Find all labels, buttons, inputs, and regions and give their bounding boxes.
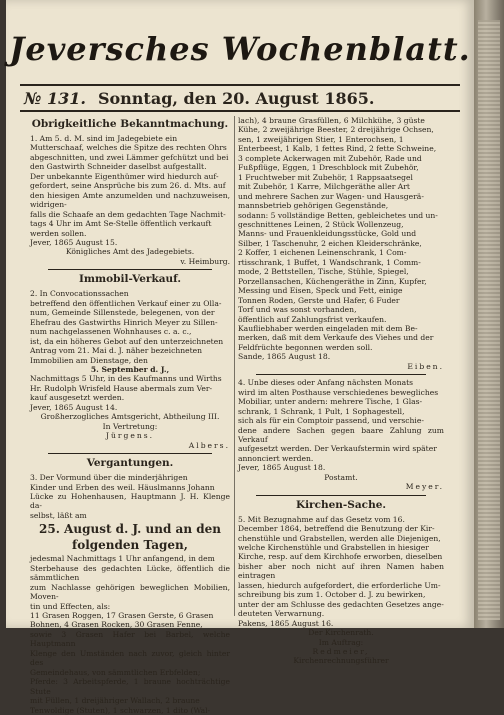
section-church-authority: Der Kirchenrath. — [308, 628, 374, 638]
text-line: Manns- und Frauenkleidungsstücke, Gold und — [238, 229, 417, 239]
text-line: 2. In Convocationssachen — [30, 289, 129, 299]
section-auction-body2 — [30, 554, 230, 715]
text-line: tin und Effecten, als: — [30, 601, 111, 611]
text-line: bisher aber noch nicht auf ihren Namen haben eintragen — [238, 561, 444, 581]
text-line: betreffend den öffentlichen Verkauf einer zu Olla- — [30, 298, 222, 308]
text-line: geschnittenes Leinen, 2 Stück Wollenzeug, — [238, 219, 404, 229]
text-line: Immobilien am Dienstage, den — [30, 355, 148, 365]
auction-place: Sande, 1865 August 18. — [238, 352, 331, 362]
text-line: Bohnen, 4 Grasen Rocken, 30 Grasen Fenne, — [30, 620, 203, 630]
text-line: den Gastwirth Schneider daselbst aufgestallt. — [30, 162, 207, 172]
text-line: falls die Schaafe an dem gedachten Tage Nachmit- — [30, 209, 226, 219]
section-church-signature: Redmeier, — [312, 647, 370, 657]
section-immobil-date: 5. September d. J., — [90, 364, 170, 374]
text-line: Fußpflüge, Eggen, 1 Dreschblock mit Zubehör, — [238, 163, 419, 173]
text-line: 3 complete Ackerwagen mit Zubehör, Rade und — [238, 153, 422, 163]
text-line: Silber, 1 Taschenuhr, 2 eichen Kleiderschränke, — [238, 238, 422, 248]
text-line: 4. Unbe dieses oder Anfang nächsten Monats — [238, 378, 414, 388]
divider-rule — [48, 453, 212, 454]
section-auction-date2: folgenden Tagen, — [72, 538, 188, 553]
text-line: lassen, hiedurch aufgefordert, die erforderliche Um- — [238, 580, 441, 590]
text-line: num, Gemeinde Sillenstede, belegenen, von der — [30, 308, 215, 318]
text-line: lach), 4 braune Grasfüllen, 6 Milchkühe, 3 güste — [238, 116, 425, 125]
section-official-signature: v. Heimburg. — [180, 256, 230, 266]
text-line: sowie 3 Grasen Hafer bei Barbel, welche Hauptmann — [30, 629, 230, 649]
newspaper-page — [6, 0, 474, 715]
post-office-signature: Meyer. — [405, 482, 444, 492]
section-immobil-sign1: In Vertretung: — [102, 421, 158, 431]
column-divider — [234, 116, 235, 616]
section-immobil-body2 — [30, 374, 230, 402]
text-line: mannsbetrieb gehörigen Gegenstände, — [238, 201, 389, 211]
text-line: 2 Koffer, 1 eichenen Leinenschrank, 1 Com- — [238, 248, 407, 258]
text-line: öffentlich auf Zahlungsfrist verkaufen. — [238, 314, 387, 324]
section-immobil-heading: Immobil-Verkauf. — [79, 273, 181, 286]
masthead: Jeversches Wochenblatt. — [9, 30, 471, 68]
text-line: Ehefrau des Gastwirths Hinrich Meyer zu Sillen- — [30, 317, 218, 327]
text-line: 1 Fruchtweber mit Zubehör, 1 Rappsaatsegel — [238, 172, 413, 182]
text-line: Nachmittags 5 Uhr, in des Kaufmanns und Wirths — [30, 374, 222, 384]
text-line: annonciert werden. — [238, 453, 314, 463]
right-column — [238, 116, 444, 666]
text-line: num nachgelassenen Wohnhauses c. a. c., — [30, 327, 192, 337]
text-line: December 1864, betreffend die Benutzung der Kir- — [238, 524, 435, 534]
text-line: Torf und was sonst vorhanden, — [238, 305, 357, 315]
text-line: unter der am Schlusse des gedachten Gesetzes ange- — [238, 599, 444, 609]
text-line: sodann: 5 vollständige Betten, gebleichetes und un- — [238, 210, 438, 220]
text-line: deuteten Verwarnung. — [238, 609, 325, 619]
text-line: schreibung bis zum 1. October d. J. zu bewirken, — [238, 590, 426, 600]
text-line: und mehrere Sachen zur Wagen- und Hausgerä- — [238, 191, 424, 201]
text-line: Feldfrüchte begonnen werden soll. — [238, 342, 373, 352]
text-line: selbst, läßt am — [30, 510, 87, 520]
text-line: Antrag vom 21. Mai d. J. näher bezeichneten — [30, 346, 203, 356]
section-church-proxy: Im Auftrag: — [318, 637, 364, 647]
section-church-title: Kirchenrechnungsführer — [293, 656, 389, 666]
text-line: Kaufliebhaber werden eingeladen mit dem Be- — [238, 323, 418, 333]
section-church-heading: Kirchen-Sache. — [295, 498, 387, 511]
divider-rule — [256, 495, 426, 496]
text-line: kauf ausgesetzt werden. — [30, 393, 125, 403]
text-line: Tenwoldige (Stuten), 1 schwarzen, 1 dito (Wal- — [30, 705, 211, 715]
text-line: Porzellansachen, Küchengeräthe in Zinn, Kupfer, — [238, 276, 427, 286]
text-line: mit Zubehör, 1 Karre, Milchgeräthe aller Art — [238, 182, 410, 192]
text-line: abgeschnitten, und zwei Lämmer gefchützt und bei — [30, 152, 229, 162]
section-official-date: Jever, 1865 August 15. — [30, 237, 118, 247]
text-line: mode, 2 Bettstellen, Tische, Stühle, Spiegel, — [238, 267, 409, 277]
issue-number: № 131. — [24, 88, 86, 108]
text-line: Kirche, resp. auf dem Kirchhofe erworben, dieselben — [238, 552, 443, 562]
text-line: jedesmal Nachmittags 1 Uhr anfangend, in dem — [30, 554, 215, 564]
text-line: 3. Der Vormund über die minderjährigen — [30, 473, 188, 483]
text-line: Tonnen Roden, Gerste und Hafer, 6 Fuder — [238, 295, 400, 305]
auction-signature: Eiben. — [407, 361, 444, 371]
section-immobil-authority: Großherzogliches Amtsgericht, Abtheilung III. — [40, 412, 220, 422]
text-line: 1. Am 5. d. M. sind im Jadegebiete ein — [30, 134, 178, 143]
text-line: Klenge den Umständen nach zuvor, gleich hinter des — [30, 648, 230, 668]
section-church-place: Pakens, 1865 August 16. — [238, 618, 334, 628]
text-line: Gemeindehaus, von sämmtlichen Erbfelden; — [30, 667, 201, 677]
text-line: Mobiliar, unter andern: mehrere Tische, 1 Glas- — [238, 397, 423, 407]
text-line: tags 4 Uhr im Amt Se-Stelle öffentlich verkauft — [30, 219, 212, 229]
section-auction-heading: Vergantungen. — [86, 457, 174, 470]
section-auction-date: 25. August d. J. und an den — [39, 522, 221, 537]
post-office-place: Jever, 1865 August 18. — [238, 463, 326, 473]
section-immobil-sign3: Albers. — [188, 440, 230, 450]
section-immobil-sign2: Jürgens. — [105, 431, 155, 441]
text-line: Kühe, 2 zweijährige Beester, 2 dreijährige Ochsen, — [238, 125, 434, 135]
text-line: ist, da ein höheres Gebot auf den unterzeichneten — [30, 336, 224, 346]
text-line: aufgesetzt werden. Der Verkaufstermin wird später — [238, 444, 437, 454]
text-line: merken, daß mit dem Verkaufe des Viehes und der — [238, 333, 434, 343]
text-line: Pferde: 3 Arbeitspferde, 1 braune hochträchtige Stute — [30, 677, 230, 696]
post-office-body — [238, 378, 444, 463]
text-line: rtisschrank, 1 Buffet, 1 Wandschrank, 1 Comm- — [238, 257, 421, 267]
section-immobil-body — [30, 289, 230, 365]
text-line: wird im alten Posthause verschiedenes bewegliches — [238, 387, 439, 397]
text-line: dene andere Sachen gegen baare Zahlung zum Verkauf — [238, 425, 444, 444]
section-official-body — [30, 134, 230, 238]
section-official-authority: Königliches Amt des Jadegebiets. — [65, 247, 195, 257]
text-line: Der unbekannte Eigenthümer wird hiedurch auf- — [30, 171, 219, 181]
text-line: Sterbehause des gedachten Lücke, öffentlich die sämmtlichen — [30, 563, 230, 583]
post-office-authority: Postamt. — [324, 472, 358, 482]
issue-line — [20, 84, 460, 112]
auction-continued-body — [238, 116, 444, 352]
text-line: werden sollen. — [30, 228, 87, 238]
text-line: Lücke zu Hohenhausen, Hauptmann J. H. Klenge da- — [30, 491, 230, 511]
text-line: mit Füllen, 1 dreijähriger Wallach, 2 braune — [30, 696, 200, 706]
section-immobil-place: Jever, 1865 August 14. — [30, 402, 118, 412]
text-line: Kinder und Erben des weil. Häuslmanns Johann — [30, 482, 215, 492]
page-stack — [478, 20, 500, 620]
text-line: gefordert, seine Ansprüche bis zum 26. d. Mts. auf — [30, 181, 226, 191]
section-church-body — [238, 515, 444, 619]
text-line: Messing und Eisen, Speck und Fett, einige — [238, 286, 403, 296]
text-line: Hr. Rudolph Wrisfeld Hause abermals zum Ver- — [30, 383, 213, 393]
section-auction-body — [30, 473, 230, 520]
text-line: 5. Mit Bezugnahme auf das Gesetz vom 16. — [238, 514, 405, 524]
text-line: sich als für ein Comptoir passend, und verschie- — [238, 416, 424, 426]
section-official-heading: Obrigkeitliche Bekanntmachung. — [31, 118, 229, 130]
text-line: zum Nachlasse gehörigen beweglichen Mobilien, Moven- — [30, 582, 230, 602]
text-line: welche Kirchenstühle und Grabstellen in hiesiger — [238, 543, 429, 553]
divider-rule — [256, 374, 426, 375]
text-line: Mutterschaaf, welches die Spitze des rechten Ohrs — [30, 143, 227, 153]
text-line: den hiesigen Amte anzumelden und nachzuweisen, widrigen- — [30, 190, 230, 210]
text-line: chenstühle und Grabstellen, werden alle Diejenigen, — [238, 533, 441, 543]
divider-rule — [48, 269, 212, 270]
text-line: sen, 1 zweijährigen Stier, 1 Enterochsen, 1 — [238, 134, 404, 144]
text-line: Enterbeest, 1 Kalb, 1 fettes Rind, 2 fette Schweine, — [238, 144, 437, 154]
text-line: schrank, 1 Schrank, 1 Pult, 1 Sophagestell, — [238, 406, 405, 416]
issue-date: Sonntag, den 20. August 1865. — [97, 88, 375, 108]
text-line: 11 Grasen Roggen, 17 Grasen Gerste, 6 Grasen — [30, 611, 214, 621]
left-column — [30, 116, 230, 715]
